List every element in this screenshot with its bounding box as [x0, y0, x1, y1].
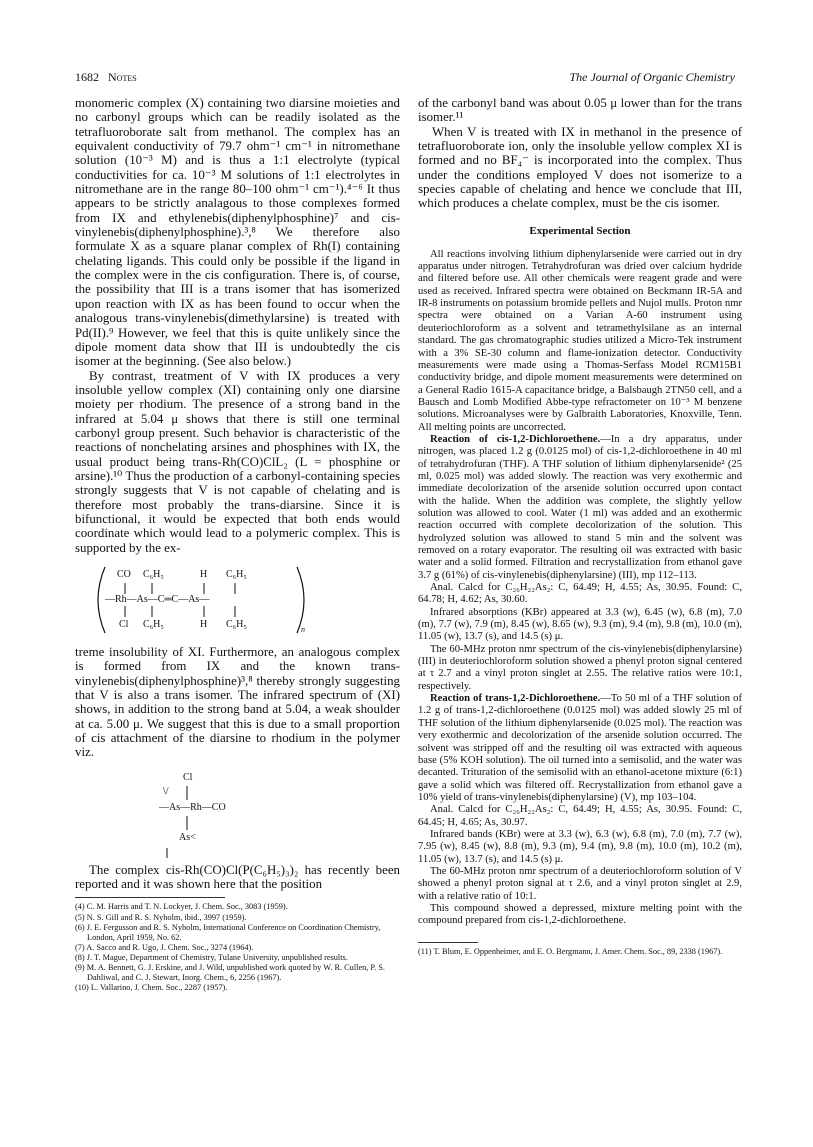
polymer-structure-figure — [75, 563, 400, 637]
fig-label-co: CO — [117, 569, 131, 580]
body-paragraph: By contrast, treatment of V with IX produces a very insoluble yellow complex (XI) containing only one diarsine moiety per rhodium. The presence of a strong band in the infrared at 5.04 μ shows that there is still one terminal carbonyl group present. Such behavior is characteristic of the reactions of nonchelating arsines and phosphines with IX, the usual product being trans-Rh(CO)ClL₂ (L = phosphine or arsine).¹⁰ Thus the production of a carbonyl-containing species strongly suggests that V is not capable of chelating and is therefore most probably the trans-diarsine. Since it is bifunctional, it would be expected that both ends would coordinate which would lead to a polymeric complex. This is supported by the ex- — [75, 368, 400, 555]
fig2-mark: \/ — [163, 785, 169, 797]
body-paragraph: The complex cis-Rh(CO)Cl(P(C₆H₅)₃)₂ has recently been reported and it was shown here that the position — [75, 862, 400, 892]
journal-title: The Journal of Organic Chemistry — [569, 70, 735, 84]
section-name: Notes — [108, 70, 137, 84]
experimental-paragraph: Anal. Calcd for C₂₆H₂₂As₂: C, 64.49; H, 4.55; As, 30.95. Found: C, 64.45; H, 4.65; As, 30.97. — [418, 804, 742, 828]
fig2-label-cl: Cl — [183, 771, 193, 783]
experimental-paragraph: Infrared absorptions (KBr) appeared at 3.3 (w), 6.45 (w), 6.8 (m), 7.0 (m), 7.7 (w), 7.9 (m), 8.45 (w), 8.65 (w), 9.3 (m), 9.4 (m), 9.8 (m), 10.0 (m), 11.05 (w), 13.7 (s), and 14.5 (s) μ. — [418, 606, 742, 643]
section-heading: Experimental Section — [529, 224, 631, 237]
page-header-left — [75, 70, 137, 85]
footnote-rule — [75, 897, 225, 898]
cis-attachment-figure — [75, 764, 400, 859]
experimental-paragraph: The 60-MHz proton nmr spectrum of the cis-vinylenebis(diphenylarsine) (III) in deuteriochloroform solution showed a phenyl proton signal centered at τ 2.7 and a vinyl proton singlet at 2.55. The relative ratios were 10:1, respectively. — [418, 643, 742, 692]
reference-item: (9) M. A. Bennett, G. J. Erskine, and J. Wild, unpublished work quoted by W. R. Cullen, P. S. Dahliwal, and C. J. Stewart, Inorg. Chem., 6, 2256 (1967). — [75, 963, 385, 983]
fig-label-h: H — [200, 619, 208, 630]
experimental-paragraph: Infrared bands (KBr) were at 3.3 (w), 6.3 (w), 6.8 (m), 7.0 (m), 7.7 (w), 7.95 (w), 8.45 (w), 8.8 (m), 9.3 (m), 9.4 (m), 9.8 (m), 10.0 (m), 10.2 (m), 11.05 (w), 13.7 (s), and 14.5 (s) μ. — [418, 828, 742, 865]
reference-item: (10) L. Vallarino, J. Chem. Soc., 2287 (1957). — [75, 983, 228, 993]
fig2-arsine: As< — [179, 831, 196, 843]
experimental-section — [418, 249, 742, 928]
attachment-bonds — [75, 764, 400, 859]
reference-item: (11) T. Blum, E. Oppenheimer, and E. O. Bergmann, J. Amer. Chem. Soc., 89, 2338 (1967). — [418, 946, 723, 956]
footnotes-left — [75, 902, 400, 993]
page-number: 1682 — [75, 70, 99, 84]
reference-item: (6) J. E. Fergusson and R. S. Nyholm, International Conference on Coordination Chemistry, London, April 1959, No. 62. — [75, 922, 381, 942]
right-column — [418, 96, 742, 957]
fig-label-cl: Cl — [119, 619, 129, 630]
body-paragraph: treme insolubility of XI. Furthermore, an analogous complex is formed from IX and the known trans-vinylenebis(diphenylphosphine)³,⁸ thereby strongly suggesting that V is also a trans isomer. The infrared spectrum of (XI) shows, in addition to the strong band at 5.04, a weak shoulder at ca. 5.00 μ. We suggest that this is due to a small proportion of cis attachment of the diarsine to rhodium in the polymer viz. — [75, 645, 400, 760]
fig-label-phenyl: C₆H₅ — [143, 569, 164, 580]
run-in-heading: Reaction of trans-1,2-Dichloroethene. — [430, 693, 601, 705]
fig-subscript-n: n — [301, 625, 305, 634]
footnote-rule — [418, 942, 478, 943]
experimental-paragraph: The 60-MHz proton nmr spectrum of a deuteriochloroform solution of V showed a phenyl proton signal at τ 2.6, and a vinyl proton singlet at 2.9, with a relative ratio of 10:1. — [418, 865, 742, 902]
fig2-chain: —As—Rh—CO — [159, 801, 226, 813]
fig-label-phenyl: C₆H₅ — [143, 619, 164, 630]
body-paragraph: monomeric complex (X) containing two diarsine moieties and no carbonyl groups which can be readily isolated as the tetrafluoroborate salt from methanol. The complex has an equivalent conductivity of 79.7 ohm⁻¹ cm⁻¹ in nitromethane solution (10⁻³ M) and is thus a 1:1 electrolyte (typical conductivities for ca. 10⁻³ M solutions of 1:1 electrolytes in nitromethane are in the range 80–100 ohm⁻¹ cm⁻¹).⁴⁻⁶ It thus appears to be strictly analagous to those complexes formed from IX and ethylenebis(diphenylphosphine)⁷ and cis-vinylenebis(diphenylphosphine).³,⁸ We therefore also formulate X as a square planar complex of Rh(I) containing chelating ligands. This could only be possible if the ligand in the complex were in the cis configuration. There is, of course, the possibility that III is a trans isomer that has isomerized upon reaction with IX as has been found to occur when the analogous trans-vinylenebis(dimethylarsine) is treated with Pd(II).⁹ However, we feel that this is quite unlikely since the dipole moment data show that III is undoubtedly the cis isomer at the beginning. (See also below.) — [75, 96, 400, 369]
body-paragraph: When V is treated with IX in methanol in the presence of tetrafluoroborate ion, only the insoluble yellow complex XI is formed and no BF₄⁻ is incorporated into the complex. Thus under the conditions employed V does not isomerize to a species capable of chelating and hence we conclude that III, which produces a chelate complex, must be the cis isomer. — [418, 124, 742, 211]
fig-label-h: H — [200, 569, 208, 580]
fig-chain: —Rh—As—C═C—As— — [105, 594, 210, 605]
experimental-paragraph: All reactions involving lithium diphenylarsenide were carried out in dry apparatus under nitrogen. Tetrahydrofuran was dried over calcium hydride and filtered before use. All other chemicals were reagent grade and were used as received. Infrared spectra were obtained on Beckmann IR-5A and IR-8 instruments on potassium bromide pellets and Nujol mulls. Proton nmr spectra were obtained on a Varian A-60 instrument using deuteriochloroform as a solvent and tetramethylsilane as an internal standard. The gas chromatographic studies utilized a Micro-Tek instrument with a 3% SE-30 column and flame-ionization detector. Conductivity measurements were made using a Thomas-Serfass Model RCM15B1 conductivity bridge, and dipole moment measurements were determined on a General Radio 1615-A capacitance bridge, a Balsbaugh 2TN50 cell, and a Bausch and Lomb Modified Abbe-type refractometer on 10⁻³ M benzene solutions. Microanalyses were by Galbraith Laboratories, Knoxville, Tenn. All melting points are uncorrected. — [418, 248, 742, 433]
reference-item: (8) J. T. Mague, Department of Chemistry, Tulane University, unpublished results. — [75, 952, 348, 962]
fig-label-phenyl: C₆H₅ — [226, 569, 247, 580]
reference-item: (5) N. S. Gill and R. S. Nyholm, ibid., 3997 (1959). — [75, 912, 247, 922]
run-in-heading: Reaction of cis-1,2-Dichloroethene. — [430, 433, 601, 445]
left-column — [75, 96, 400, 993]
body-paragraph: of the carbonyl band was about 0.05 μ lower than for the trans isomer.¹¹ — [418, 96, 742, 125]
experimental-paragraph: This compound showed a depressed, mixture melting point with the compound prepared from cis-1,2-dichloroethene. — [418, 902, 742, 927]
footnotes-right — [418, 947, 742, 957]
experimental-paragraph: Reaction of trans-1,2-Dichloroethene.—To 50 ml of a THF solution of 1.2 g of trans-1,2-dichloroethene (0.0125 mol) was added slowly 25 ml of THF solution of the lithium diphenylarsenide (0.025 mol). The reaction was very exothermic and decolorization of the arsenide solution occurred. The solvent was stripped off and the resulting oil was extracted with aqueous base (5% KOH solution). The oil turned into a semisolid, and the water was decanted. Trituration of the semisolid with an ethanol-acetone mixture (6:1) gave a solid which was filtered off. Recrystallization from ethanol gave a 10% yield of trans-vinylenebis(diphenylarsine) (V), mp 103–104. — [418, 693, 742, 803]
experimental-paragraph: Reaction of cis-1,2-Dichloroethene.—In a dry apparatus, under nitrogen, was placed 1.2 g (0.0125 mol) of cis-1,2-dichloroethene in 40 ml of tetrahydrofuran (THF). A THF solution of lithium diphenylarsenide² (25 ml, 0.025 mol) was added slowly. The reaction was very exothermic and immediate decolorization of the arsenide solution occurred upon contact with the halide. When the addition was complete, the slightly yellow solution was allowed to cool. Water (1 ml) was added and an exothermic reaction occurred with complete decolorization of the solution. This hydrolyzed solution was allowed to stand 5 min and the solvent was removed on a rotary evaporator. The resulting oil was extracted with basic water and a solid formed. Filtration and recrystallization from ethanol gave 3.7 g (61%) of cis-vinylenebis(diphenylarsine) (III), mp 112–113. — [418, 433, 742, 581]
experimental-paragraph: Anal. Calcd for C₂₆H₂₂As₂: C, 64.49; H, 4.55; As, 30.95. Found: C, 64.78; H, 4.62; As, 30.60. — [418, 582, 742, 606]
fig-label-phenyl: C₆H₅ — [226, 619, 247, 630]
reference-item: (7) A. Sacco and R. Ugo, J. Chem. Soc., 3274 (1964). — [75, 942, 254, 952]
reference-item: (4) C. M. Harris and T. N. Lockyer, J. Chem. Soc., 3083 (1959). — [75, 902, 288, 912]
